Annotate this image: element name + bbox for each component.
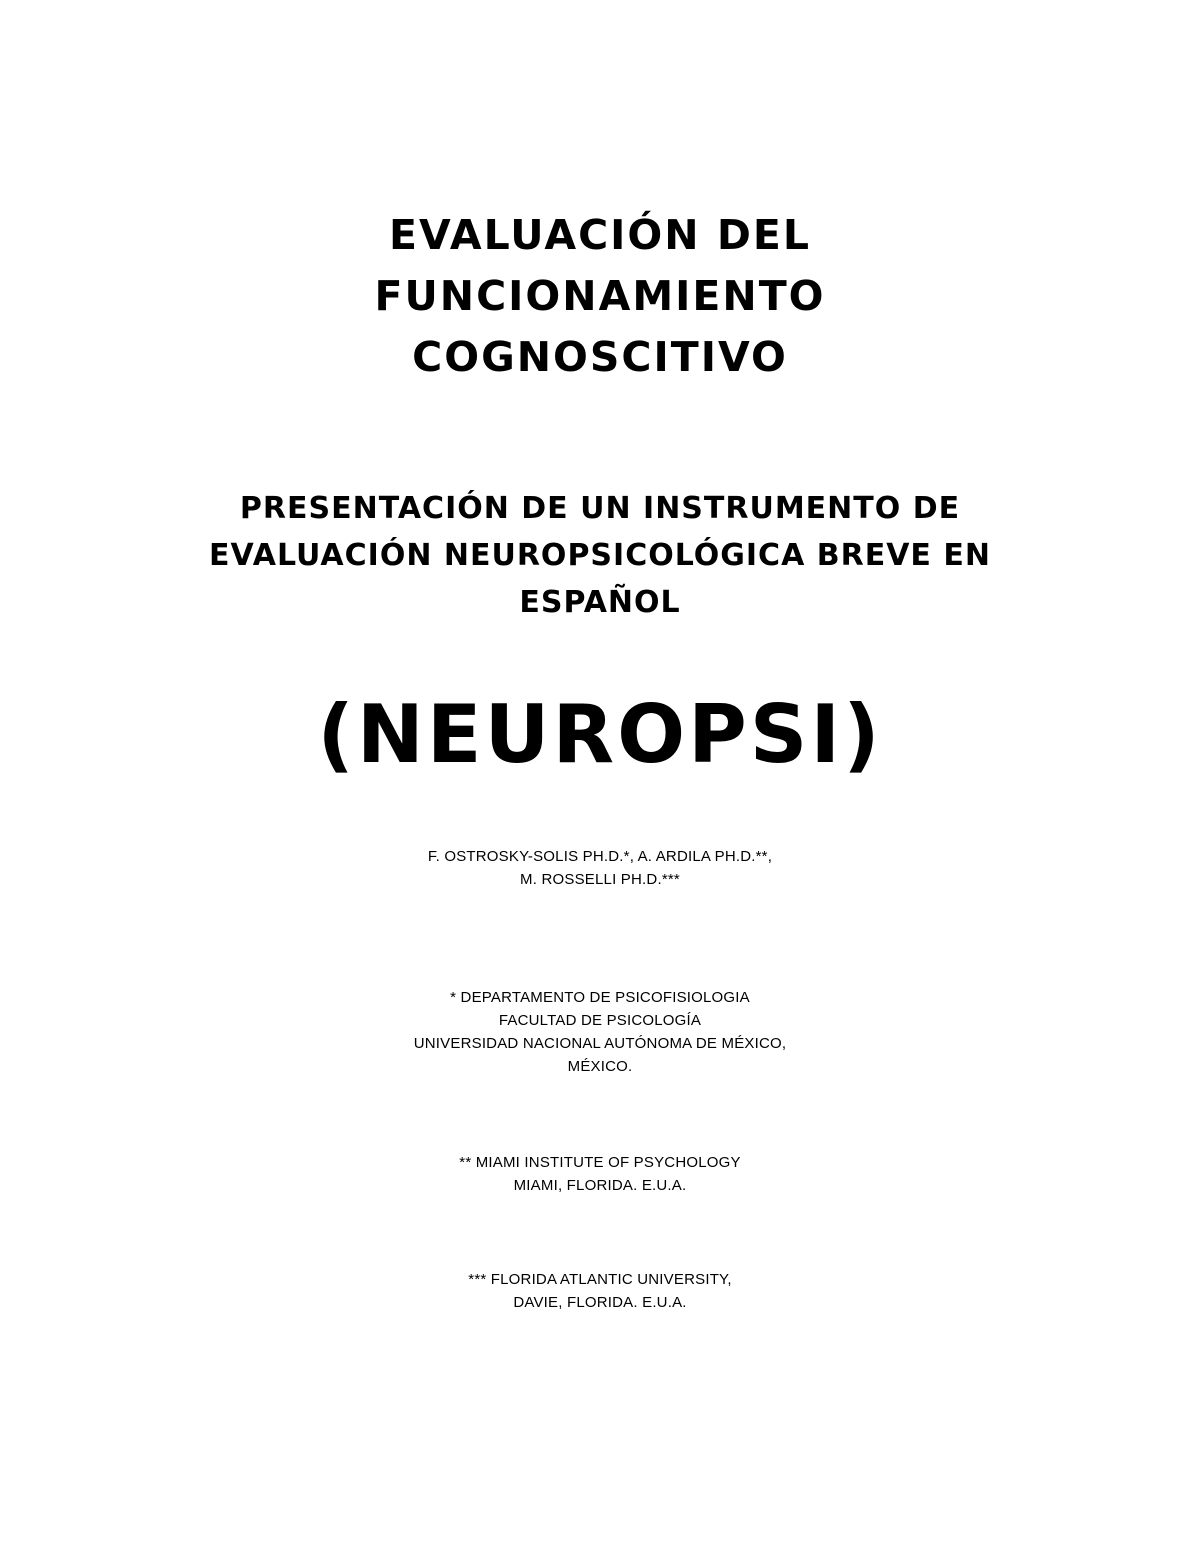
affiliation-line: MIAMI, FLORIDA. E.U.A. [513,1177,687,1194]
affiliation-florida-atlantic [0,1268,1200,1314]
affiliation-line: DAVIE, FLORIDA. E.U.A. [513,1294,687,1311]
authors [0,845,1200,891]
document-subtitle [0,485,1200,626]
author-line: F. OSTROSKY-SOLIS PH.D.*, A. ARDILA PH.D.**, [427,848,773,865]
title-line: COGNOSCITIVO [412,333,788,381]
affiliation-line: ** MIAMI INSTITUTE OF PSYCHOLOGY [459,1154,741,1171]
subtitle-line: EVALUACIÓN NEUROPSICOLÓGICA BREVE EN [209,538,991,573]
title-line: EVALUACIÓN DEL [388,211,812,259]
instrument-acronym [0,685,1200,785]
affiliation-line: * DEPARTAMENTO DE PSICOFISIOLOGIA [450,989,750,1006]
author-line: M. ROSSELLI PH.D.*** [520,871,680,888]
affiliation-miami-institute [0,1151,1200,1197]
affiliation-line: *** FLORIDA ATLANTIC UNIVERSITY, [468,1271,732,1288]
affiliation-line: FACULTAD DE PSICOLOGÍA [498,1012,702,1029]
title-line: FUNCIONAMIENTO [374,272,826,320]
document-title [0,205,1200,388]
affiliation-line: MÉXICO. [567,1058,633,1075]
acronym-text: (NEUROPSI) [317,688,883,781]
subtitle-line: ESPAÑOL [519,585,681,620]
affiliation-line: UNIVERSIDAD NACIONAL AUTÓNOMA DE MÉXICO, [413,1035,787,1052]
subtitle-line: PRESENTACIÓN DE UN INSTRUMENTO DE [239,491,961,526]
affiliation-unam [0,986,1200,1078]
